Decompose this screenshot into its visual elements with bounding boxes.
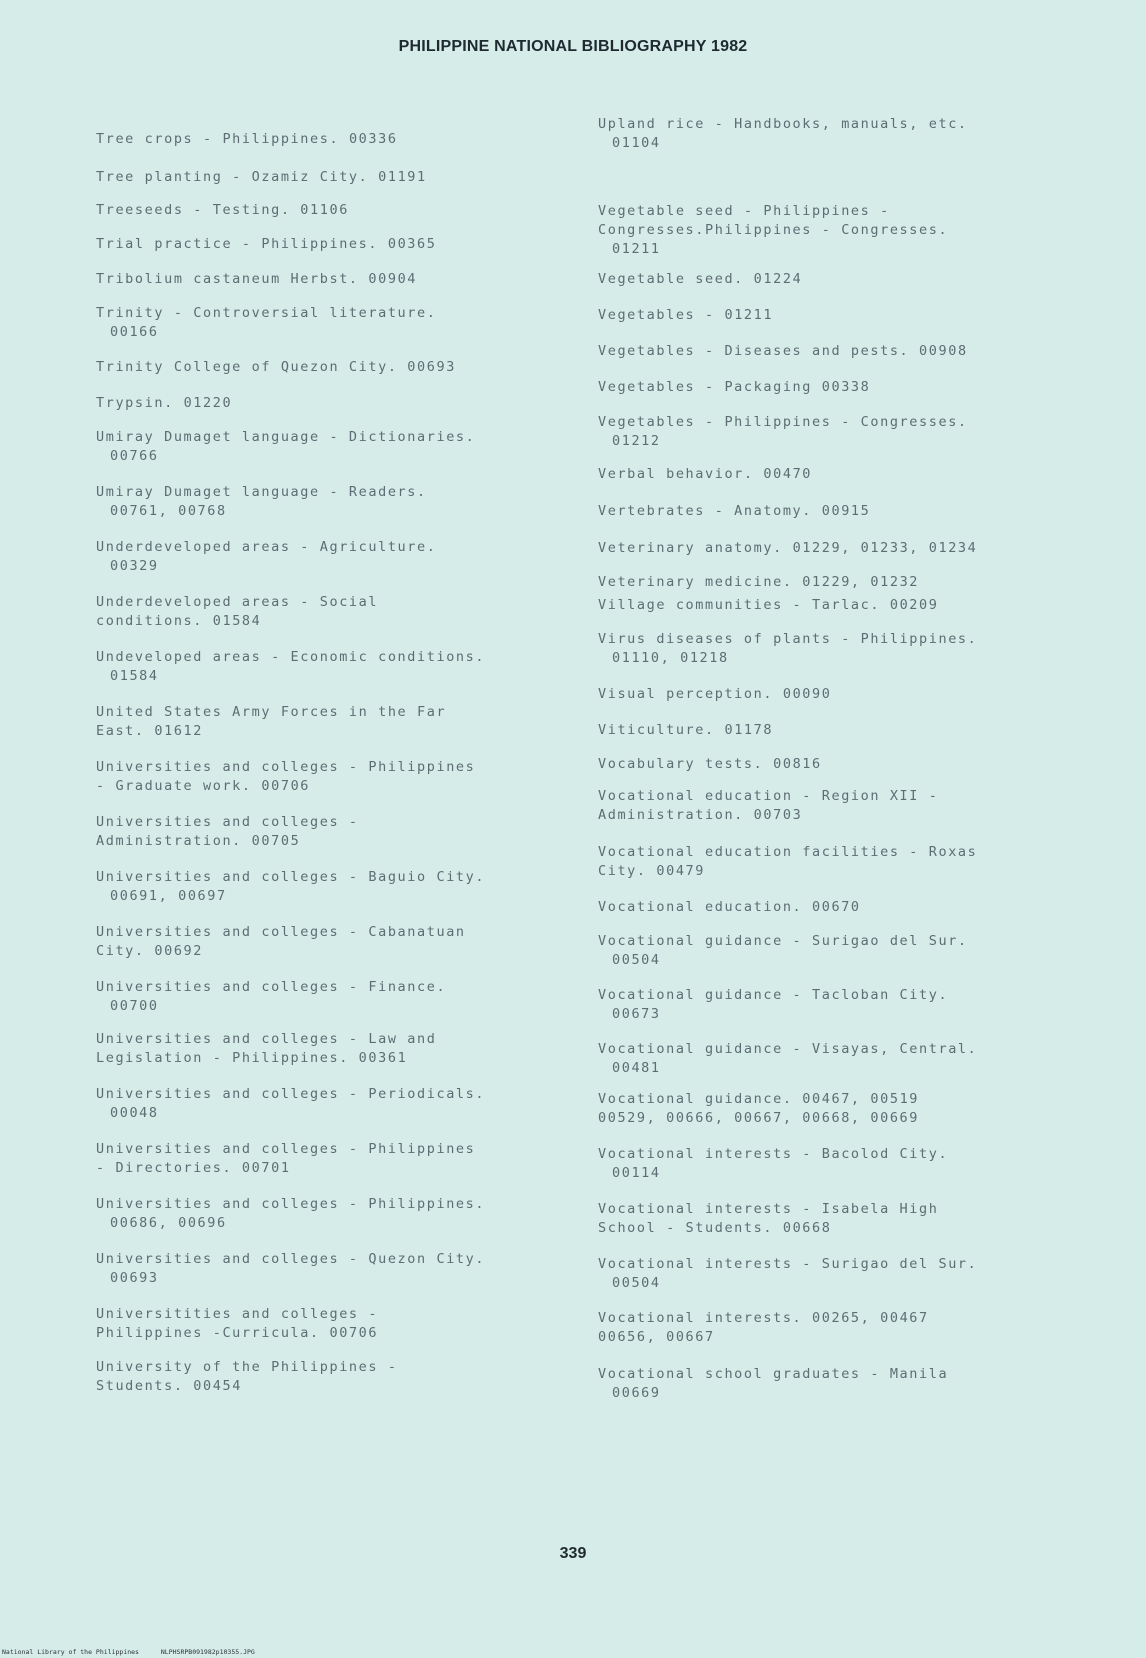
subject-heading: Umiray Dumaget language - Readers. [96, 484, 427, 500]
index-entry [598, 539, 1073, 558]
subject-heading: United States Army Forces in the Far East. [96, 704, 447, 739]
subject-heading: Universitities and colleges - Philippines -Curricula. [96, 1306, 379, 1341]
subject-heading: Upland rice - Handbooks, manuals, etc. [598, 116, 968, 132]
entry-numbers: 00706 [329, 1325, 379, 1341]
index-entry [96, 648, 571, 686]
subject-heading: Vocational guidance - Visayas, Central. [598, 1041, 978, 1057]
subject-heading: Vocabulary tests. [598, 756, 764, 772]
index-entry [598, 1040, 1073, 1078]
subject-heading: Treeseeds - Testing. [96, 202, 291, 218]
subject-heading: Vocational interests - Surigao del Sur. [598, 1256, 978, 1272]
entry-numbers: 00209 [889, 597, 939, 613]
subject-heading: Vocational interests. [598, 1310, 803, 1326]
index-entry [96, 1140, 571, 1178]
entry-numbers: 00467, 00519 00529, 00666, 00667, 00668, 00669 [598, 1091, 920, 1126]
entry-numbers: 01211 [724, 307, 774, 323]
entry-numbers: 00705 [251, 833, 301, 849]
subject-heading: Vocational guidance - Tacloban City. [598, 987, 949, 1003]
entry-numbers: 00361 [358, 1050, 408, 1066]
entry-numbers: 00686, 00696 [110, 1215, 227, 1231]
entry-numbers: 00454 [193, 1378, 242, 1394]
index-entry [598, 306, 1073, 325]
subject-heading: Vegetable seed - Philippines - Congresses.Philippines - Congresses. [598, 203, 949, 238]
index-entry [96, 1358, 571, 1396]
index-entry [96, 483, 571, 521]
entry-numbers: 00766 [110, 448, 159, 464]
index-entry [598, 986, 1073, 1024]
index-entry [598, 1200, 1073, 1238]
subject-heading: Trinity College of Quezon City. [96, 359, 398, 375]
entry-numbers: 00761, 00768 [110, 503, 227, 519]
index-entry [598, 465, 1073, 484]
subject-heading: Vocational guidance. [598, 1091, 793, 1107]
index-entry [96, 593, 571, 631]
subject-heading: Vegetables - Philippines - Congresses. [598, 414, 968, 430]
subject-heading: Vegetable seed. [598, 271, 744, 287]
entry-numbers: 00336 [348, 131, 398, 147]
subject-heading: Underdeveloped areas - Social conditions. [96, 594, 379, 629]
index-entry [96, 235, 571, 254]
index-entry [598, 270, 1073, 289]
entry-numbers: 01191 [378, 169, 427, 185]
subject-heading: Veterinary medicine. [598, 574, 793, 590]
index-entry [598, 115, 1073, 153]
subject-heading: Universities and colleges - Philippines. [96, 1196, 486, 1212]
index-entry [96, 538, 571, 576]
entry-numbers: 00338 [821, 379, 871, 395]
subject-heading: Vertebrates - Anatomy. [598, 503, 813, 519]
index-entry [598, 843, 1073, 881]
page-number: 339 [559, 1545, 587, 1562]
index-entry [598, 898, 1073, 917]
index-entry [598, 342, 1073, 361]
index-entry [96, 304, 571, 342]
entry-numbers: 00701 [241, 1160, 291, 1176]
index-entry [598, 202, 1073, 259]
entry-numbers: 00329 [110, 558, 159, 574]
subject-heading: Tree crops - Philippines. [96, 131, 340, 147]
index-entry [96, 1305, 571, 1343]
subject-heading: Vocational interests - Isabela High School - Students. [598, 1201, 939, 1236]
index-entry [598, 1255, 1073, 1293]
entry-numbers: 01229, 01233, 01234 [792, 540, 978, 556]
entry-numbers: 00265, 00467 00656, 00667 [598, 1310, 929, 1345]
entry-numbers: 01220 [183, 395, 233, 411]
page-title: PHILIPPINE NATIONAL BIBLIOGRAPHY 1982 [398, 38, 748, 55]
subject-heading: Tree planting - Ozamiz City. [96, 169, 369, 185]
subject-heading: Virus diseases of plants - Philippines. [598, 631, 978, 647]
subject-heading: Vocational education. [598, 899, 803, 915]
subject-heading: Universities and colleges - Finance. [96, 979, 447, 995]
subject-heading: Veterinary anatomy. [598, 540, 783, 556]
credit-library: National Library of the Philippines [2, 1648, 139, 1656]
entry-numbers: 01229, 01232 [802, 574, 920, 590]
subject-heading: Undeveloped areas - Economic conditions. [96, 649, 486, 665]
index-entry [96, 358, 571, 377]
index-entry [96, 813, 571, 851]
index-entry [598, 1090, 1073, 1128]
entry-numbers: 00048 [110, 1105, 159, 1121]
index-entry [598, 787, 1073, 825]
entry-numbers: 01224 [753, 271, 803, 287]
index-entry [96, 1030, 571, 1068]
index-entry [598, 630, 1073, 668]
entry-numbers: 00691, 00697 [110, 888, 227, 904]
index-entry [96, 923, 571, 961]
entry-numbers: 01178 [724, 722, 774, 738]
entry-numbers: 00504 [612, 952, 661, 968]
subject-heading: Universities and colleges - Administration. [96, 814, 359, 849]
subject-heading: Umiray Dumaget language - Dictionaries. [96, 429, 476, 445]
entry-numbers: 00470 [763, 466, 813, 482]
entry-numbers: 00700 [110, 998, 159, 1014]
entry-numbers: 00481 [612, 1060, 661, 1076]
index-entry [598, 573, 1073, 592]
entry-numbers: 01584 [110, 668, 159, 684]
subject-heading: Village communities - Tarlac. [598, 597, 881, 613]
index-entry [598, 1309, 1073, 1347]
entry-numbers: 00904 [368, 271, 418, 287]
entry-numbers: 00693 [407, 359, 456, 375]
entry-numbers: 00908 [919, 343, 968, 359]
subject-heading: Trypsin. [96, 395, 174, 411]
entry-numbers: 00693 [110, 1270, 159, 1286]
entry-numbers: 00365 [387, 236, 437, 252]
entry-numbers: 00670 [812, 899, 861, 915]
subject-heading: Vocational interests - Bacolod City. [598, 1146, 949, 1162]
index-entry [96, 1195, 571, 1233]
entry-numbers: 01211 [612, 241, 661, 257]
subject-heading: Universities and colleges - Cabanatuan City. [96, 924, 466, 959]
entry-numbers: 00479 [656, 863, 706, 879]
index-entry [96, 758, 571, 796]
index-entry [96, 168, 571, 187]
entry-numbers: 01612 [154, 723, 204, 739]
subject-heading: Universities and colleges - Philippines - Graduate work. [96, 759, 476, 794]
index-entry [96, 1085, 571, 1123]
subject-heading: Visual perception. [598, 686, 774, 702]
index-entry [598, 596, 1073, 615]
subject-heading: Universities and colleges - Law and Legislation - Philippines. [96, 1031, 437, 1066]
index-entry [96, 868, 571, 906]
entry-numbers: 00504 [612, 1275, 661, 1291]
subject-heading: Vegetables - Diseases and pests. [598, 343, 910, 359]
entry-numbers: 01110, 01218 [612, 650, 729, 666]
subject-heading: Vocational education - Region XII - Administration. [598, 788, 939, 823]
subject-heading: Universities and colleges - Baguio City. [96, 869, 486, 885]
subject-heading: Trinity - Controversial literature. [96, 305, 437, 321]
index-entry [96, 428, 571, 466]
index-entry [598, 378, 1073, 397]
entry-numbers: 01212 [612, 433, 661, 449]
index-entry [598, 1145, 1073, 1183]
subject-heading: Vocational guidance - Surigao del Sur. [598, 933, 968, 949]
credit-file: NLPHSRPB091982p10355.JPG [160, 1648, 255, 1656]
entry-numbers: 01104 [612, 135, 661, 151]
index-entry [598, 721, 1073, 740]
subject-heading: Vegetables - Packaging [598, 379, 813, 395]
subject-heading: Trial practice - Philippines. [96, 236, 379, 252]
entry-numbers: 01584 [212, 613, 262, 629]
index-entry [598, 755, 1073, 774]
index-entry [96, 130, 571, 149]
subject-heading: Universities and colleges - Quezon City. [96, 1251, 486, 1267]
entry-numbers: 00114 [612, 1165, 661, 1181]
index-entry [598, 1365, 1073, 1403]
entry-numbers: 00915 [821, 503, 871, 519]
subject-heading: University of the Philippines - Students. [96, 1359, 398, 1394]
index-entry [96, 394, 571, 413]
subject-heading: Verbal behavior. [598, 466, 754, 482]
entry-numbers: 00706 [261, 778, 311, 794]
entry-numbers: 00669 [612, 1385, 661, 1401]
entry-numbers: 00090 [782, 686, 832, 702]
subject-heading: Viticulture. [598, 722, 715, 738]
subject-heading: Vocational school graduates - Manila [598, 1366, 949, 1382]
entry-numbers: 00703 [753, 807, 803, 823]
index-entry [96, 1250, 571, 1288]
index-entry [96, 270, 571, 289]
entry-numbers: 00816 [773, 756, 822, 772]
entry-numbers: 00166 [110, 324, 159, 340]
scan-credit [2, 1648, 273, 1656]
index-entry [598, 685, 1073, 704]
entry-numbers: 01106 [300, 202, 349, 218]
subject-heading: Universities and colleges - Philippines - Directories. [96, 1141, 476, 1176]
subject-heading: Underdeveloped areas - Agriculture. [96, 539, 437, 555]
subject-heading: Vocational education facilities - Roxas City. [598, 844, 978, 879]
entry-numbers: 00692 [154, 943, 204, 959]
index-entry [96, 201, 571, 220]
index-entry [96, 703, 571, 741]
subject-heading: Tribolium castaneum Herbst. [96, 271, 359, 287]
index-entry [598, 502, 1073, 521]
subject-heading: Universities and colleges - Periodicals. [96, 1086, 486, 1102]
entry-numbers: 00668 [782, 1220, 832, 1236]
entry-numbers: 00673 [612, 1006, 661, 1022]
subject-heading: Vegetables - [598, 307, 715, 323]
index-entry [598, 932, 1073, 970]
index-entry [598, 413, 1073, 451]
index-entry [96, 978, 571, 1016]
